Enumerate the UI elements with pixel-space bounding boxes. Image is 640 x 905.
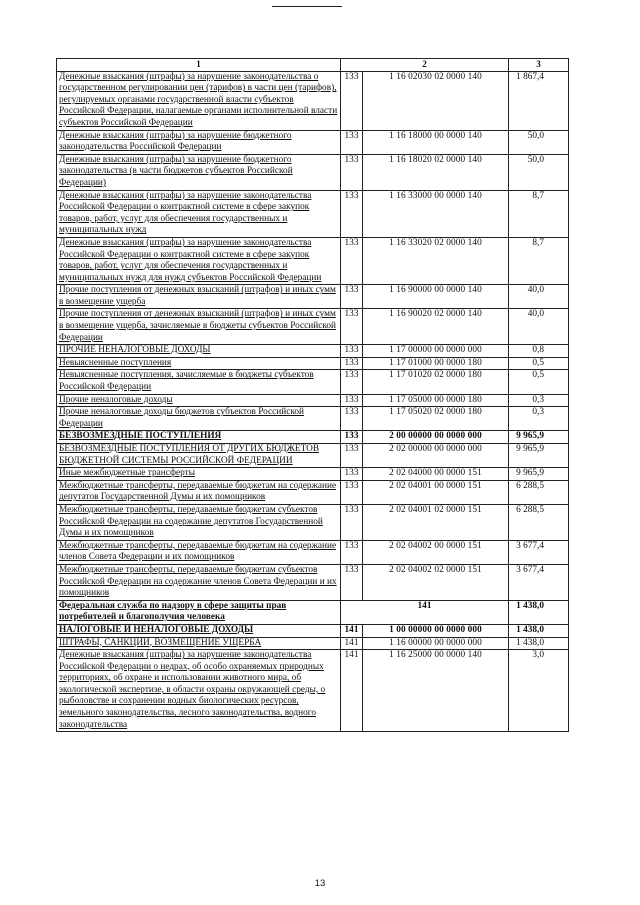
- row-code-cell: 1 16 00000 00 0000 000: [363, 637, 509, 650]
- row-admin-cell: 133: [341, 237, 363, 284]
- row-name-cell: Денежные взыскания (штрафы) за нарушение законодательства Российской Федерации о контрактной системе в сфере закупок товаров, работ, услуг для обеспечения государственных и муниципальных нужд: [57, 190, 341, 237]
- row-amount-cell: 3 677,4: [509, 564, 569, 600]
- row-name-cell: Межбюджетные трансферты, передаваемые бюджетам на содержание депутатов Государственной Думы и их помощников: [57, 480, 341, 504]
- row-code-cell: 1 17 05000 00 0000 180: [363, 394, 509, 407]
- row-name-cell: Денежные взыскания (штрафы) за нарушение законодательства Российской Федерации о контрактной системе в сфере закупок товаров, работ, услуг для обеспечения государственных и муниципальных нужд для нужд субъектов Российской Федерации: [57, 237, 341, 284]
- row-amount-cell: 9 965,9: [509, 431, 569, 444]
- row-name-cell: ПРОЧИЕ НЕНАЛОГОВЫЕ ДОХОДЫ: [57, 345, 341, 358]
- table-row: [57, 237, 569, 284]
- row-amount-cell: 0,5: [509, 357, 569, 370]
- row-name-cell: Денежные взыскания (штрафы) за нарушение бюджетного законодательства Российской Федерации: [57, 130, 341, 154]
- row-admin-cell: 141: [341, 637, 363, 650]
- row-admin-cell: 141: [341, 600, 509, 624]
- row-name-cell: Прочие неналоговые доходы: [57, 394, 341, 407]
- table-row: [57, 444, 569, 468]
- row-code-cell: 1 16 33020 02 0000 140: [363, 237, 509, 284]
- row-name-cell: Межбюджетные трансферты, передаваемые бюджетам субъектов Российской Федерации на содержание депутатов Государственной Думы и их помощников: [57, 504, 341, 540]
- table-row: [57, 309, 569, 345]
- row-amount-cell: 40,0: [509, 309, 569, 345]
- row-code-cell: 2 00 00000 00 0000 000: [363, 431, 509, 444]
- row-name-cell: Межбюджетные трансферты, передаваемые бюджетам на содержание членов Совета Федерации и их помощников: [57, 540, 341, 564]
- row-admin-cell: 133: [341, 345, 363, 358]
- table-row: [57, 504, 569, 540]
- row-admin-cell: 133: [341, 394, 363, 407]
- row-amount-cell: 0,5: [509, 370, 569, 394]
- row-amount-cell: 8,7: [509, 190, 569, 237]
- table-row: [57, 154, 569, 190]
- row-admin-cell: 141: [341, 624, 363, 637]
- row-code-cell: 1 16 33000 00 0000 140: [363, 190, 509, 237]
- row-amount-cell: 0,3: [509, 407, 569, 431]
- row-code-cell: 1 16 90000 00 0000 140: [363, 285, 509, 309]
- revenue-table: [56, 58, 569, 732]
- row-name-cell: ШТРАФЫ, САНКЦИИ, ВОЗМЕЩЕНИЕ УЩЕРБА: [57, 637, 341, 650]
- row-name-cell: БЕЗВОЗМЕЗДНЫЕ ПОСТУПЛЕНИЯ: [57, 431, 341, 444]
- row-name-cell: Невыясненные поступления: [57, 357, 341, 370]
- table-row: [57, 357, 569, 370]
- table-header-row: [57, 59, 569, 72]
- row-code-cell: 1 16 18020 02 0000 140: [363, 154, 509, 190]
- row-admin-cell: 133: [341, 504, 363, 540]
- row-code-cell: 2 02 04001 00 0000 151: [363, 480, 509, 504]
- row-amount-cell: 1 438,0: [509, 624, 569, 637]
- row-code-cell: 1 16 18000 00 0000 140: [363, 130, 509, 154]
- table-row: [57, 345, 569, 358]
- table-row: [57, 431, 569, 444]
- row-admin-cell: 133: [341, 190, 363, 237]
- row-admin-cell: 133: [341, 564, 363, 600]
- row-amount-cell: 3 677,4: [509, 540, 569, 564]
- row-amount-cell: 0,3: [509, 394, 569, 407]
- table-row: [57, 130, 569, 154]
- header-col-3: 3: [509, 59, 569, 72]
- row-code-cell: 1 17 00000 00 0000 000: [363, 345, 509, 358]
- row-amount-cell: 40,0: [509, 285, 569, 309]
- row-code-cell: 1 16 90020 02 0000 140: [363, 309, 509, 345]
- header-col-2: 2: [341, 59, 509, 72]
- row-admin-cell: 133: [341, 285, 363, 309]
- row-admin-cell: 133: [341, 71, 363, 130]
- table-row: [57, 190, 569, 237]
- row-amount-cell: 1 438,0: [509, 637, 569, 650]
- row-admin-cell: 133: [341, 444, 363, 468]
- revenue-table-container: [56, 58, 568, 732]
- table-row: [57, 468, 569, 481]
- row-amount-cell: 6 288,5: [509, 504, 569, 540]
- row-amount-cell: 3,0: [509, 650, 569, 732]
- row-amount-cell: 0,8: [509, 345, 569, 358]
- row-amount-cell: 1 438,0: [509, 600, 569, 624]
- row-admin-cell: 133: [341, 357, 363, 370]
- row-code-cell: 1 16 02030 02 0000 140: [363, 71, 509, 130]
- row-name-cell: НАЛОГОВЫЕ И НЕНАЛОГОВЫЕ ДОХОДЫ: [57, 624, 341, 637]
- row-name-cell: Невыясненные поступления, зачисляемые в бюджеты субъектов Российской Федерации: [57, 370, 341, 394]
- row-amount-cell: 6 288,5: [509, 480, 569, 504]
- page-number: 13: [314, 878, 326, 889]
- header-col-1: 1: [57, 59, 341, 72]
- row-name-cell: БЕЗВОЗМЕЗДНЫЕ ПОСТУПЛЕНИЯ ОТ ДРУГИХ БЮДЖЕТОВ БЮДЖЕТНОЙ СИСТЕМЫ РОССИЙСКОЙ ФЕДЕРАЦИИ: [57, 444, 341, 468]
- row-code-cell: 1 17 01020 02 0000 180: [363, 370, 509, 394]
- table-row: [57, 71, 569, 130]
- row-name-cell: Прочие поступления от денежных взысканий (штрафов) и иных сумм в возмещение ущерба, зачисляемые в бюджеты субъектов Российской Федерации: [57, 309, 341, 345]
- row-amount-cell: 1 867,4: [509, 71, 569, 130]
- row-name-cell: Денежные взыскания (штрафы) за нарушение законодательства о государственном регулировании цен (тарифов) в части цен (тарифов), регулируемых органами государственной власти субъектов Российской Федерации, налагаемые органами исполнительной власти субъектов Российской Федерации: [57, 71, 341, 130]
- row-amount-cell: 50,0: [509, 154, 569, 190]
- row-name-cell: Денежные взыскания (штрафы) за нарушение бюджетного законодательства (в части бюджетов субъектов Российской Федерации): [57, 154, 341, 190]
- table-row: [57, 480, 569, 504]
- row-code-cell: 1 17 01000 00 0000 180: [363, 357, 509, 370]
- row-code-cell: 2 02 04002 00 0000 151: [363, 540, 509, 564]
- row-code-cell: 2 02 00000 00 0000 000: [363, 444, 509, 468]
- table-row: [57, 394, 569, 407]
- table-row: [57, 407, 569, 431]
- row-code-cell: 1 16 25000 00 0000 140: [363, 650, 509, 732]
- table-row: [57, 600, 569, 624]
- table-row: [57, 624, 569, 637]
- row-name-cell: Федеральная служба по надзору в сфере защиты прав потребителей и благополучия человека: [57, 600, 341, 624]
- row-name-cell: Денежные взыскания (штрафы) за нарушение законодательства Российской Федерации о недрах, об особо охраняемых природных территориях, об охране и использовании животного мира, об экологической экспертизе, в области охраны окружающей среды, о рыболовстве и сохранении водных биологических ресурсов, земельного законодательства, лесного законодательства, водного законодательства: [57, 650, 341, 732]
- row-code-cell: 2 02 04000 00 0000 151: [363, 468, 509, 481]
- row-code-cell: 2 02 04002 02 0000 151: [363, 564, 509, 600]
- table-row: [57, 650, 569, 732]
- row-amount-cell: 9 965,9: [509, 444, 569, 468]
- row-admin-cell: 133: [341, 407, 363, 431]
- row-amount-cell: 9 965,9: [509, 468, 569, 481]
- row-name-cell: Прочие неналоговые доходы бюджетов субъектов Российской Федерации: [57, 407, 341, 431]
- row-code-cell: 2 02 04001 02 0000 151: [363, 504, 509, 540]
- row-admin-cell: 133: [341, 130, 363, 154]
- top-rule: [272, 6, 342, 7]
- row-code-cell: 1 00 00000 00 0000 000: [363, 624, 509, 637]
- row-admin-cell: 133: [341, 468, 363, 481]
- row-admin-cell: 133: [341, 431, 363, 444]
- table-row: [57, 564, 569, 600]
- row-admin-cell: 133: [341, 154, 363, 190]
- table-body: [57, 71, 569, 732]
- row-admin-cell: 133: [341, 370, 363, 394]
- table-row: [57, 637, 569, 650]
- row-admin-cell: 133: [341, 309, 363, 345]
- row-amount-cell: 8,7: [509, 237, 569, 284]
- table-row: [57, 370, 569, 394]
- row-name-cell: Иные межбюджетные трансферты: [57, 468, 341, 481]
- row-amount-cell: 50,0: [509, 130, 569, 154]
- row-code-cell: 1 17 05020 02 0000 180: [363, 407, 509, 431]
- row-admin-cell: 133: [341, 540, 363, 564]
- table-row: [57, 540, 569, 564]
- table-row: [57, 285, 569, 309]
- row-admin-cell: 141: [341, 650, 363, 732]
- row-name-cell: Межбюджетные трансферты, передаваемые бюджетам субъектов Российской Федерации на содержание членов Совета Федерации и их помощников: [57, 564, 341, 600]
- row-admin-cell: 133: [341, 480, 363, 504]
- row-name-cell: Прочие поступления от денежных взысканий (штрафов) и иных сумм в возмещение ущерба: [57, 285, 341, 309]
